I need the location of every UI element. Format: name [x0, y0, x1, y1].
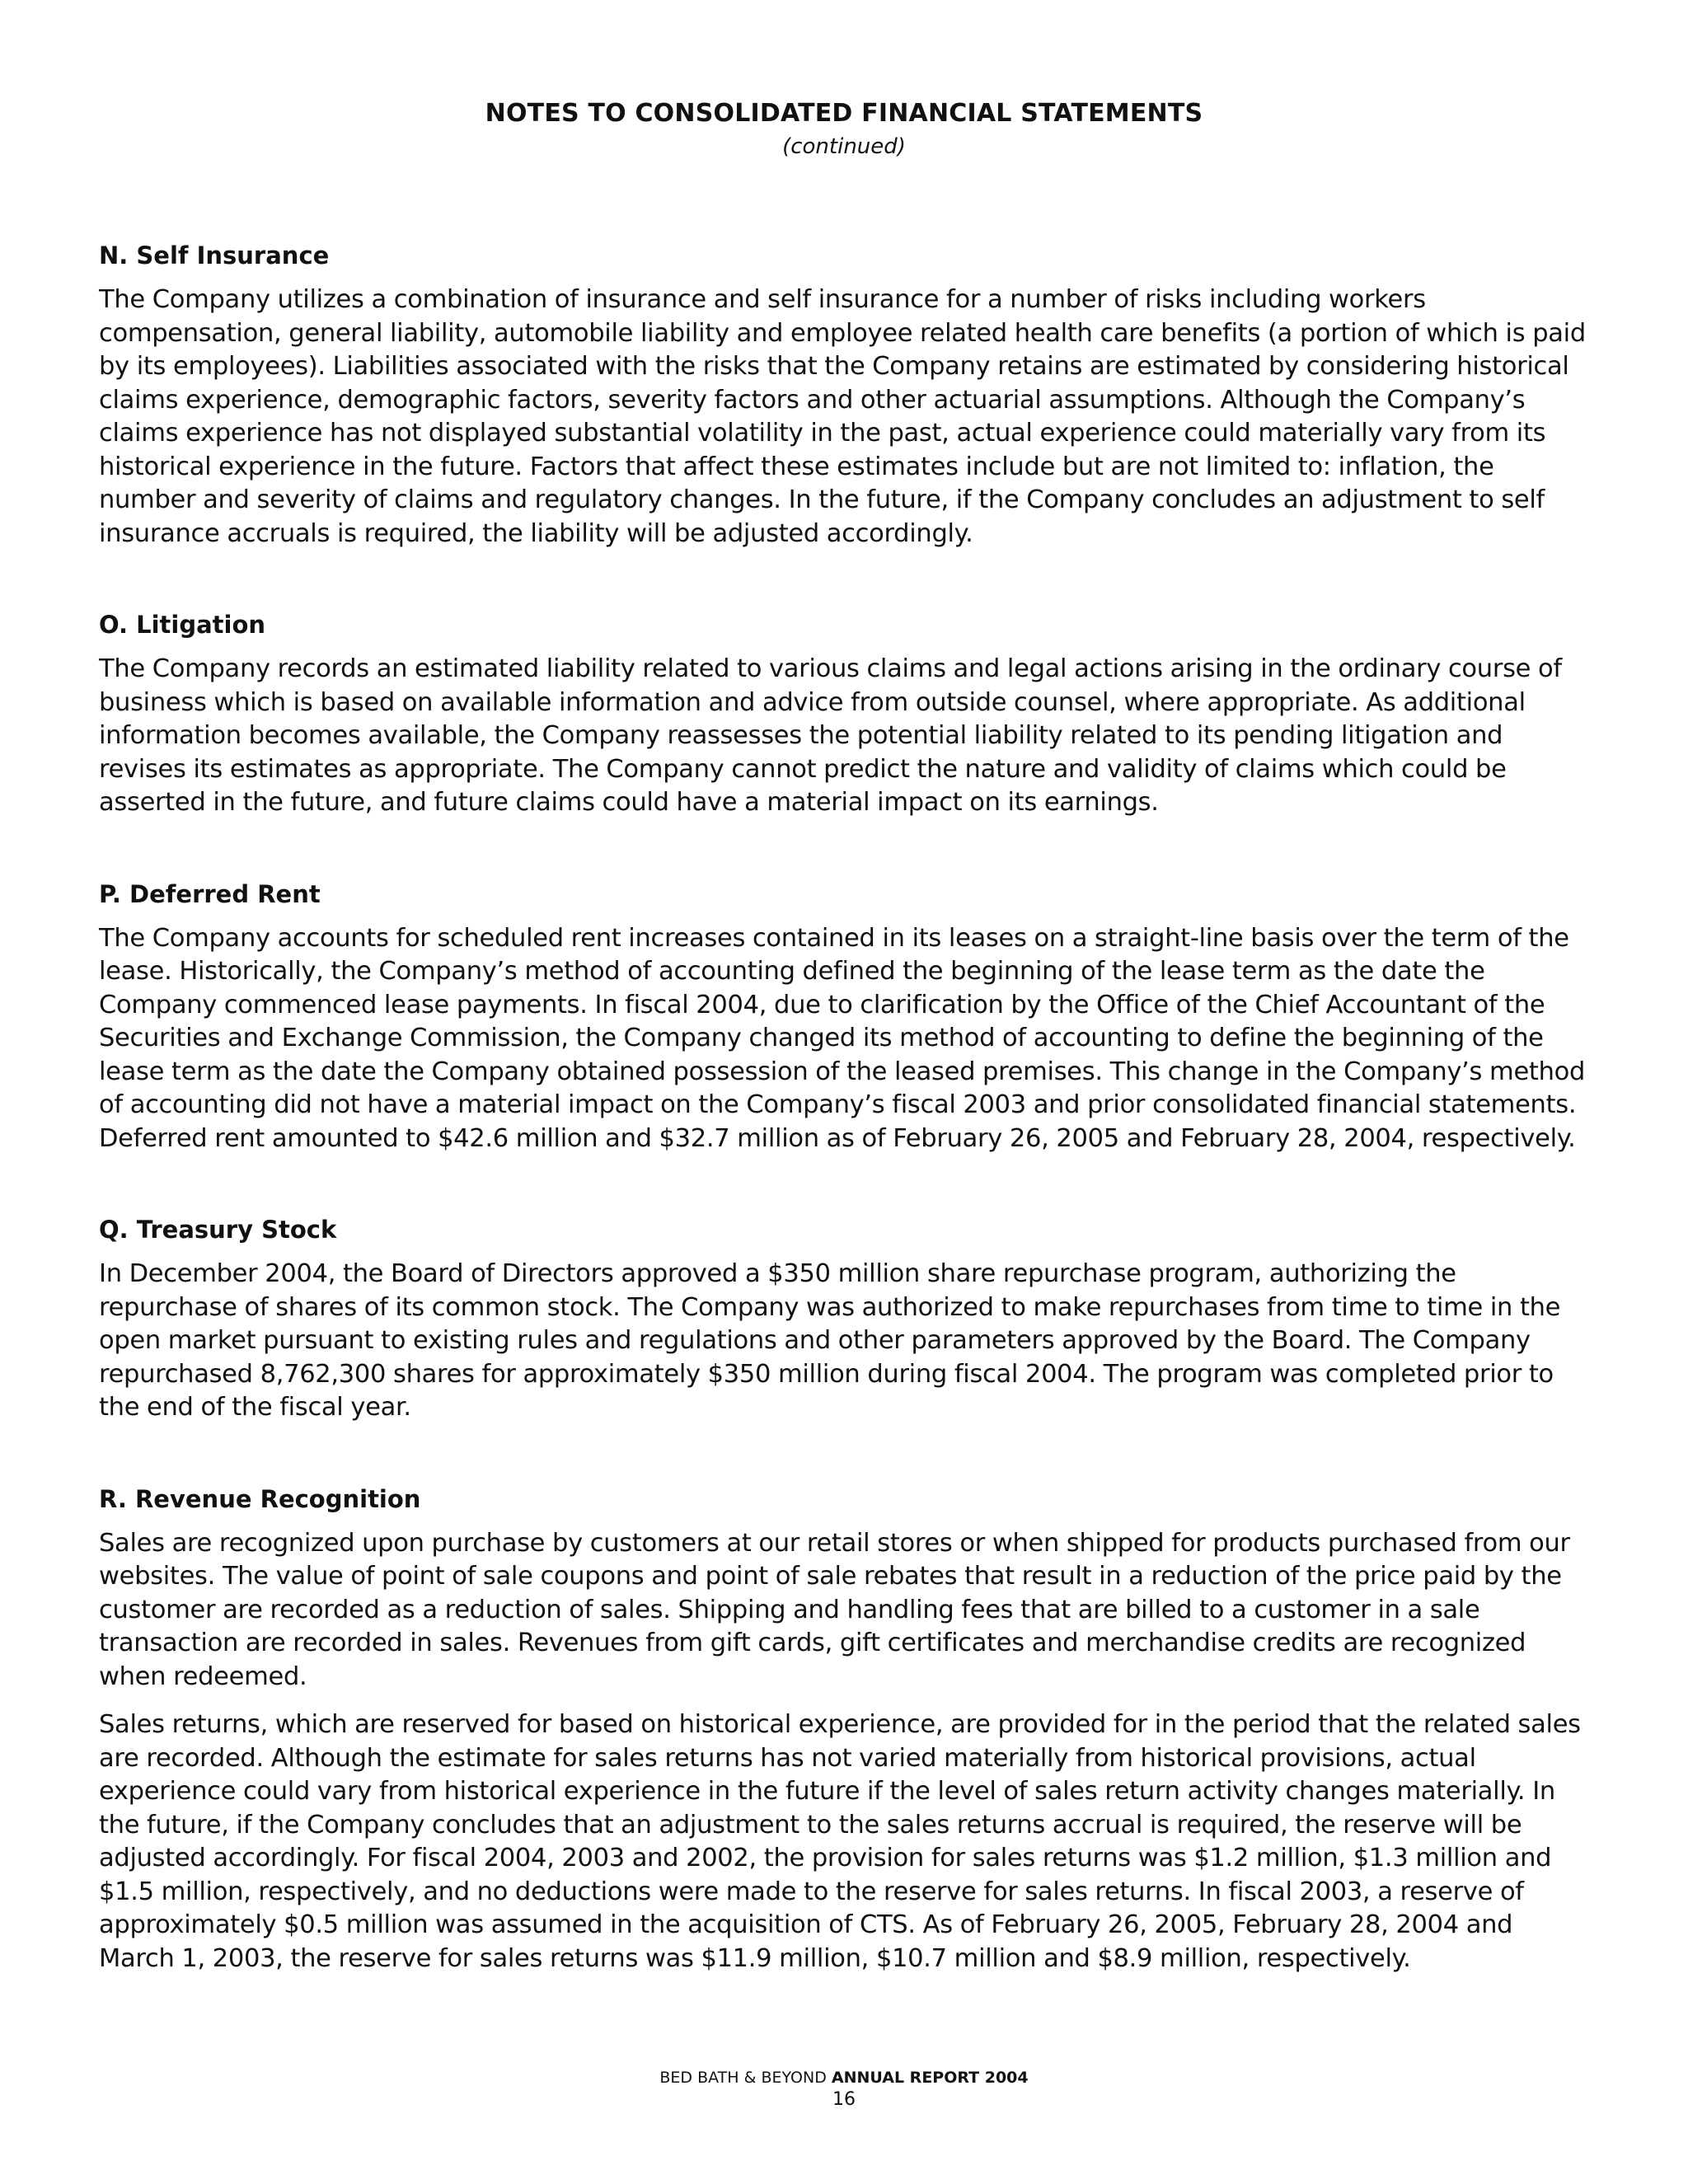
section-heading: P. Deferred Rent	[99, 879, 321, 908]
section-heading: O. Litigation	[99, 611, 266, 639]
footer-report-line	[0, 2067, 1688, 2088]
section-heading: R. Revenue Recognition	[99, 1484, 421, 1513]
section-paragraph: The Company accounts for scheduled rent increases contained in its leases on a straight-line basis over the term of the lease. Historically, the Company’s method of accounting defined the beginning of the lease term as the date the Company commenced lease payments. In fiscal 2004, due to clarification by the Office of the Chief Accountant of the Securities and Exchange Commission, the Company changed its method of accounting to define the beginning of the lease term as the date the Company obtained possession of the leased premises. This change in the Company’s method of accounting did not have a material impact on the Company’s fiscal 2003 and prior consolidated financial statements. Deferred rent amounted to $42.6 million and $32.7 million as of February 26, 2005 and February 28, 2004, respectively.	[99, 923, 1586, 1153]
page-header	[0, 97, 1688, 162]
page-footer	[0, 2067, 1688, 2111]
section-paragraph: The Company records an estimated liability related to various claims and legal actions arising in the ordinary course of business which is based on available information and advice from outside counsel, where appropriate. As additional information becomes available, the Company reassesses the potential liability related to its pending litigation and revises its estimates as appropriate. The Company cannot predict the nature and validity of claims which could be asserted in the future, and future claims could have a material impact on its earnings.	[99, 654, 1562, 817]
section-treasury-stock	[99, 1213, 1592, 1425]
section-litigation	[99, 608, 1592, 820]
section-paragraph: Sales are recognized upon purchase by customers at our retail stores or when shipped for products purchased from our websites. The value of point of sale coupons and point of sale rebates that result in a reduction of the price paid by the customer are recorded as a reduction of sales. Shipping and handling fees that are billed to a customer in a sale transaction are recorded in sales. Revenues from gift cards, gift certificates and merchandise credits are recognized when redeemed.	[99, 1528, 1570, 1691]
page-title: NOTES TO CONSOLIDATED FINANCIAL STATEMENTS	[485, 99, 1203, 128]
section-heading: N. Self Insurance	[99, 241, 330, 269]
page-subtitle: (continued)	[782, 134, 906, 159]
section-paragraph: The Company utilizes a combination of insurance and self insurance for a number of risks including workers compensation, general liability, automobile liability and employee related health care benefits (a portion of which is paid by its employees). Liabilities associated with the risks that the Company retains are estimated by considering historical claims experience, demographic factors, severity factors and other actuarial assumptions. Although the Company’s claims experience has not displayed substantial volatility in the past, actual experience could materially vary from its historical experience in the future. Factors that affect these estimates include but are not limited to: inflation, the number and severity of claims and regulatory changes. In the future, if the Company concludes an adjustment to self insurance accruals is required, the liability will be adjusted accordingly.	[99, 285, 1586, 548]
footer-report-title: ANNUAL REPORT 2004	[831, 2069, 1029, 2087]
notes-content	[99, 239, 1592, 2033]
footer-brand: BED BATH & BEYOND	[659, 2069, 827, 2087]
section-deferred-rent	[99, 878, 1592, 1156]
section-paragraph: Sales returns, which are reserved for based on historical experience, are provided for in the period that the related sales are recorded. Although the estimate for sales returns has not varied materially from historical provisions, actual experience could vary from historical experience in the future if the level of sales return activity changes materially. In the future, if the Company concludes that an adjustment to the sales returns accrual is required, the reserve will be adjusted accordingly. For fiscal 2004, 2003 and 2002, the provision for sales returns was $1.2 million, $1.3 million and $1.5 million, respectively, and no deductions were made to the reserve for sales returns. In fiscal 2003, a reserve of approximately $0.5 million was assumed in the acquisition of CTS. As of February 26, 2005, February 28, 2004 and March 1, 2003, the reserve for sales returns was $11.9 million, $10.7 million and $8.9 million, respectively.	[99, 1710, 1581, 1973]
section-paragraph: In December 2004, the Board of Directors approved a $350 million share repurchase program, authorizing the repurchase of shares of its common stock. The Company was authorized to make repurchases from time to time in the open market pursuant to existing rules and regulations and other parameters approved by the Board. The Company repurchased 8,762,300 shares for approximately $350 million during fiscal 2004. The program was completed prior to the end of the fiscal year.	[99, 1259, 1561, 1422]
page-number: 16	[832, 2089, 856, 2110]
section-self-insurance	[99, 239, 1592, 551]
section-heading: Q. Treasury Stock	[99, 1216, 337, 1244]
section-revenue-recognition	[99, 1483, 1592, 1976]
